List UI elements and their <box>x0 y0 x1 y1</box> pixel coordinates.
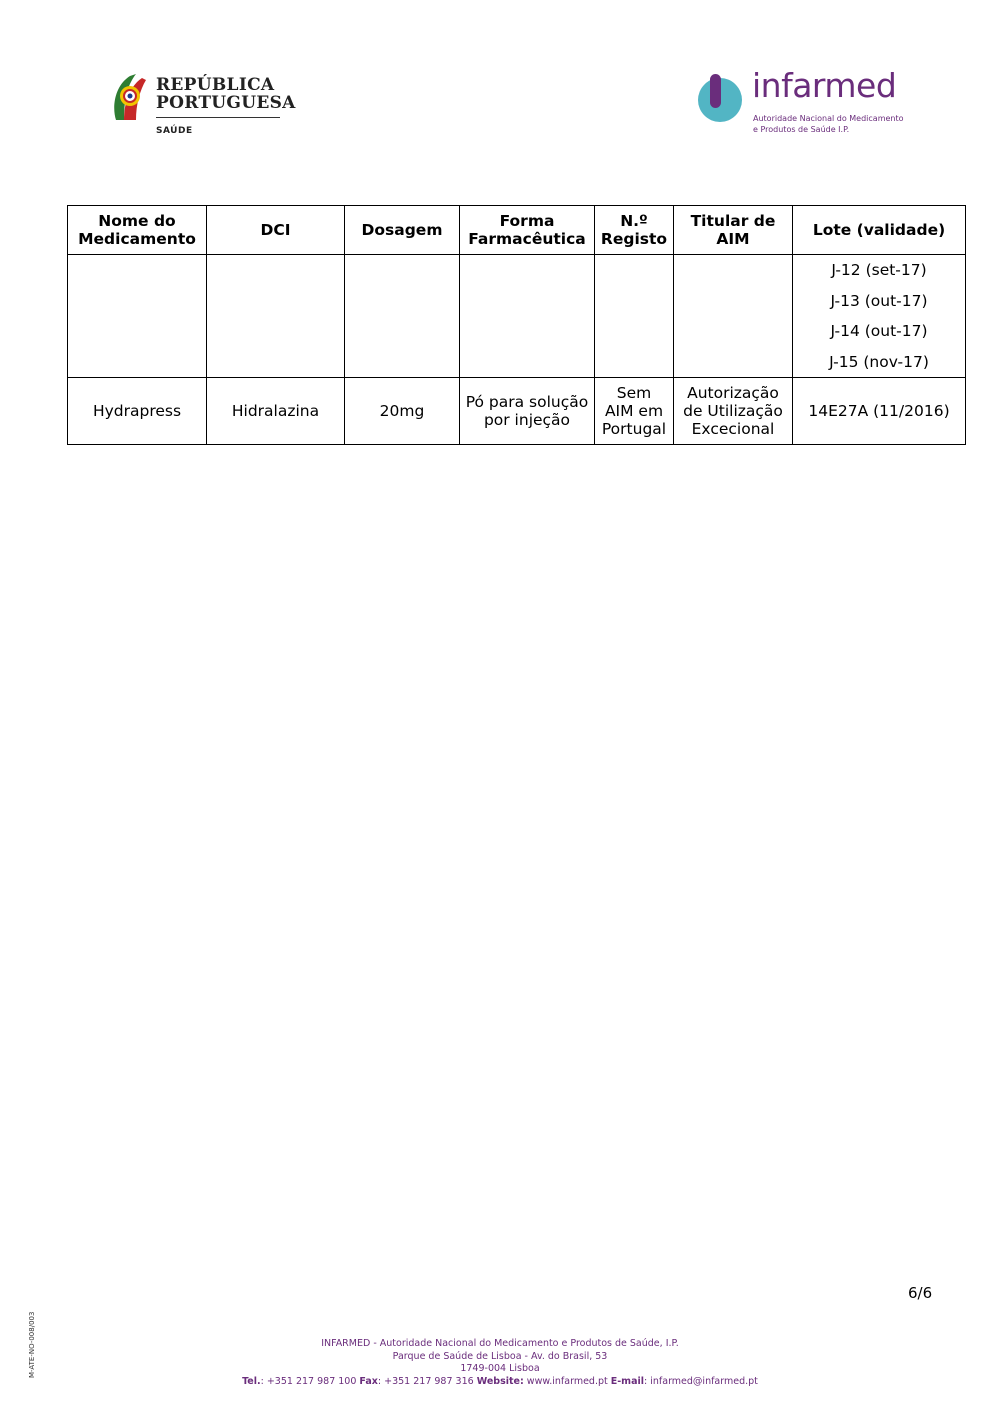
fax-label: Fax <box>359 1376 378 1388</box>
footer-contacts <box>0 1376 1000 1389</box>
footer-line-3: 1749-004 Lisboa <box>460 1363 540 1375</box>
website-label: Website: <box>476 1376 524 1388</box>
cell-nome: Hydrapress <box>68 378 207 445</box>
logo-subtitle: SAÚDE <box>156 126 193 136</box>
portuguese-emblem-icon <box>110 72 150 124</box>
medication-table <box>67 205 966 445</box>
table-row <box>68 378 966 445</box>
logo-line-2: PORTUGUESA <box>156 93 296 113</box>
table-row <box>68 255 966 378</box>
table-cell-empty <box>345 255 460 378</box>
lot-item: J-12 (set-17) <box>831 261 927 279</box>
tel-value: : +351 217 987 100 <box>260 1376 360 1388</box>
infarmed-emblem-icon <box>696 74 746 124</box>
infarmed-tagline-2: e Produtos de Saúde I.P. <box>753 125 850 134</box>
infarmed-wordmark: infarmed <box>752 66 897 105</box>
cell-registo: Sem AIM em Portugal <box>595 378 674 445</box>
footer-line-2: Parque de Saúde de Lisboa - Av. do Brasil, 53 <box>392 1350 608 1362</box>
table-header-row <box>68 206 966 255</box>
email-link[interactable]: : infarmed@infarmed.pt <box>644 1376 758 1388</box>
table-cell-empty <box>207 255 345 378</box>
header-dci: DCI <box>207 206 345 255</box>
fax-value: : +351 217 987 316 <box>377 1376 477 1388</box>
header-dosagem: Dosagem <box>345 206 460 255</box>
cell-dci: Hidralazina <box>207 378 345 445</box>
header-forma: Forma Farmacêutica <box>460 206 595 255</box>
lot-list-cell <box>793 255 966 378</box>
website-link[interactable]: www.infarmed.pt <box>523 1376 611 1388</box>
logo-divider <box>156 117 280 118</box>
header-nome: Nome do Medicamento <box>68 206 207 255</box>
cell-titular: Autorização de Utilização Excecional <box>674 378 793 445</box>
footer-line-1: INFARMED - Autoridade Nacional do Medicamento e Produtos de Saúde, I.P. <box>321 1338 679 1349</box>
table-cell-empty <box>595 255 674 378</box>
footer <box>0 1338 1000 1389</box>
infarmed-logo <box>696 66 904 140</box>
page-number: 6/6 <box>908 1284 933 1302</box>
infarmed-tagline-1: Autoridade Nacional do Medicamento <box>753 114 904 123</box>
cell-forma: Pó para solução por injeção <box>460 378 595 445</box>
header-lote: Lote (validade) <box>793 206 966 255</box>
logo-line-1: REPÚBLICA <box>156 75 275 95</box>
email-label: E-mail <box>610 1376 645 1388</box>
table-cell-empty <box>674 255 793 378</box>
republica-portuguesa-logo <box>110 72 296 142</box>
header-titular: Titular de AIM <box>674 206 793 255</box>
lot-item: J-14 (out-17) <box>830 322 928 340</box>
lot-item: J-13 (out-17) <box>830 291 928 310</box>
header-registo: N.º Registo <box>595 206 674 255</box>
table-cell-empty <box>460 255 595 378</box>
table-cell-empty <box>68 255 207 378</box>
cell-lote: 14E27A (11/2016) <box>793 378 966 445</box>
document-code: M-ATE-NO-008/003 <box>28 1311 36 1378</box>
cell-dosagem: 20mg <box>345 378 460 445</box>
tel-label: Tel. <box>242 1376 261 1388</box>
lot-item: J-15 (nov-17) <box>829 352 929 371</box>
